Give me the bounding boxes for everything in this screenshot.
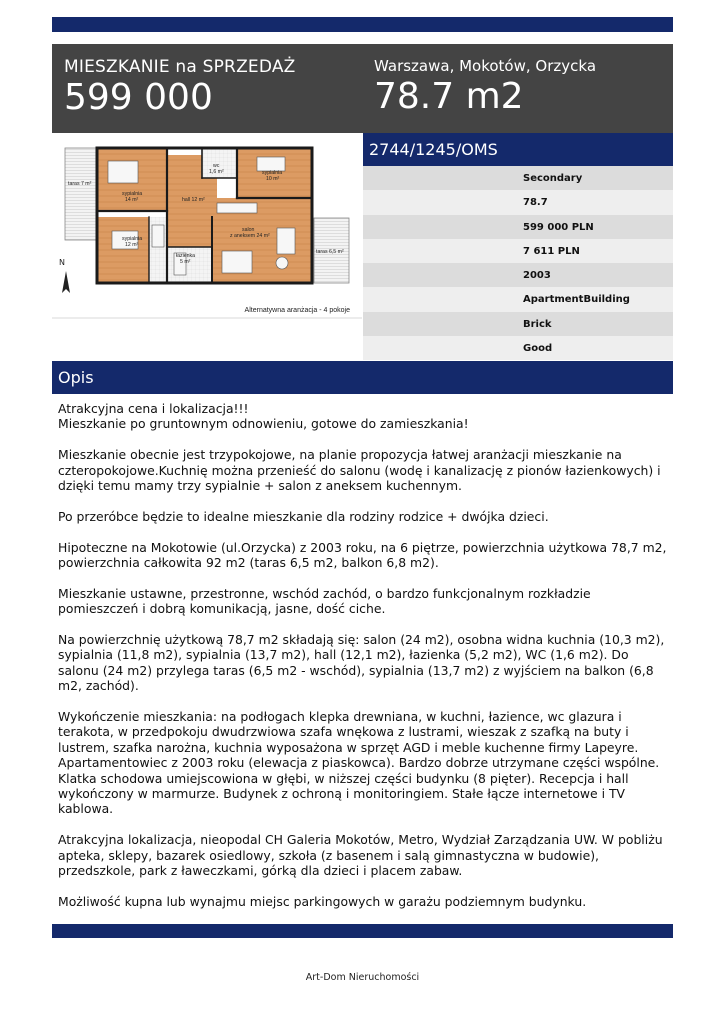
label-sypialnia-1-area: 14 m² xyxy=(125,197,139,203)
description-paragraph: Na powierzchnię użytkową 78,7 m2 składają się: salon (24 m2), osobna widna kuchnia (10,3 m2), sypialnia (11,8 m2), sypialnia (13,7 m2), hall (12,1 m2), łazienka (5,2 m2), WC (1,6 m2). Do salonu (24 m2) przylega taras (6,5 m2 - wschód), sypialnia (13,7 m2) z wyjściem na balkon (6,8 m2, zachód). xyxy=(58,632,665,694)
description-paragraph: Hipoteczne na Mokotowie (ul.Orzycka) z 2003 roku, na 6 piętrze, powierzchnia użytkowa 78,7 m2, powierzchnia całkowita 92 m2 (taras 6,5 m2, balkon 6,8 m2). xyxy=(58,539,667,571)
detail-price: 599 000 PLN xyxy=(523,221,594,233)
detail-row xyxy=(363,190,673,214)
label-hall: hall 12 m² xyxy=(182,197,205,203)
floor-plan-caption: Alternatywna aranżacja - 4 pokoje xyxy=(244,307,350,314)
listing-header xyxy=(52,44,673,133)
label-wc: wc xyxy=(213,163,220,169)
svg-text:N: N xyxy=(59,258,65,267)
detail-building-type: ApartmentBuilding xyxy=(523,294,630,306)
detail-area: 78.7 xyxy=(523,197,548,209)
detail-row xyxy=(363,215,673,239)
label-sypialnia-1: sypialnia xyxy=(122,191,143,197)
detail-row xyxy=(363,263,673,287)
floor-plan-drawing xyxy=(52,133,362,361)
reference-bar xyxy=(363,133,673,166)
detail-year: 2003 xyxy=(523,270,551,282)
bottom-accent-bar xyxy=(52,924,673,938)
detail-row xyxy=(363,166,673,190)
label-sypialnia-2: sypialnia xyxy=(262,170,283,176)
description-paragraph: Atrakcyjna lokalizacja, nieopodal CH Galeria Mokotów, Metro, Wydział Zarządzania UW. W pobliżu apteka, sklepy, bazarek osiedlowy, szkoła (z basenem i salą gimnastyczna w budowie), przedszkole, park z ławeczkami, górką dla dzieci i placem zabaw. xyxy=(58,832,663,879)
description-paragraph: Po przeróbce będzie to idealne mieszkanie dla rodziny rodzice + dwójka dzieci. xyxy=(58,508,549,524)
detail-material: Brick xyxy=(523,318,552,330)
detail-row xyxy=(363,239,673,263)
description-body xyxy=(58,401,670,925)
description-paragraph: Mieszkanie ustawne, przestronne, wschód zachód, o bardzo funkcjonalnym rozkładzie pomieszczeń i dobrą komunikacją, jasne, dość ciche. xyxy=(58,585,591,617)
label-sypialnia-3: sypialnia xyxy=(122,236,143,242)
label-taras-left: taras 7 m² xyxy=(68,181,92,187)
reference-number: 2744/1245/OMS xyxy=(369,140,498,159)
description-paragraph: Mieszkanie obecnie jest trzypokojowe, na planie propozycja łatwej aranżacji mieszkanie na czteropokojowe.Kuchnię można przenieść do salonu (wodę i kanalizację z pionów łazienkowych) i dzięki temu mamy trzy sypialnie + salon z aneksem kuchennym. xyxy=(58,447,661,494)
label-sypialnia-2-area: 10 m² xyxy=(266,176,280,182)
description-title: Opis xyxy=(58,368,94,387)
listing-price: 599 000 xyxy=(64,77,213,118)
label-salon: salon xyxy=(242,227,255,233)
property-details xyxy=(363,166,673,360)
description-paragraph: Wykończenie mieszkania: na podłogach klepka drewniana, w kuchni, łazience, wc glazura i terakota, w przedpokoju dwudrzwiowa szafa wnękowa z lustrami, wieszak z szafką na buty i lustrem, szafka narożna, kuchnia wyposażona w sprzęt AGD i meble kuchenne firmy Lapeyre. Apartamentowiec z 2003 roku (elewacja z piaskowca). Bardzo dobrze utrzymane części wspólne. Klatka schodowa umiejscowiona w głębi, w niższej części budynku (8 pięter). Recepcja i hall wykończony w marmurze. Budynek z ochroną i monitoringiem. Stałe łącze internetowe i TV kablowa. xyxy=(58,709,660,817)
floor-plan xyxy=(52,133,362,361)
listing-location: Warszawa, Mokotów, Orzycka xyxy=(374,57,597,75)
label-salon-area: z aneksem 24 m² xyxy=(230,233,270,239)
agency-footer: Art-Dom Nieruchomości xyxy=(305,972,420,983)
label-wc-area: 1,6 m² xyxy=(209,169,224,175)
label-lazienka-area: 5 m² xyxy=(180,259,191,265)
detail-condition: Good xyxy=(523,343,553,355)
listing-type: MIESZKANIE na SPRZEDAŻ xyxy=(64,57,296,77)
detail-row xyxy=(363,312,673,336)
listing-area: 78.7 m2 xyxy=(374,76,524,117)
description-header xyxy=(52,361,673,394)
north-arrow-icon xyxy=(59,258,70,293)
description-paragraph: Możliwość kupna lub wynajmu miejsc parkingowych w garażu podziemnym budynku. xyxy=(58,893,587,909)
top-accent-bar xyxy=(52,17,673,32)
detail-market: Secondary xyxy=(523,173,583,184)
detail-row xyxy=(363,287,673,311)
description-paragraph: Atrakcyjna cena i lokalizacja!!! Mieszkanie po gruntownym odnowieniu, gotowe do zamieszkania! xyxy=(58,401,469,432)
label-sypialnia-3-area: 12 m² xyxy=(125,242,139,248)
label-lazienka: łazienka xyxy=(176,253,196,259)
detail-price-per-m2: 7 611 PLN xyxy=(523,245,580,257)
label-taras-right: taras 6,5 m² xyxy=(316,249,344,255)
detail-row xyxy=(363,336,673,360)
